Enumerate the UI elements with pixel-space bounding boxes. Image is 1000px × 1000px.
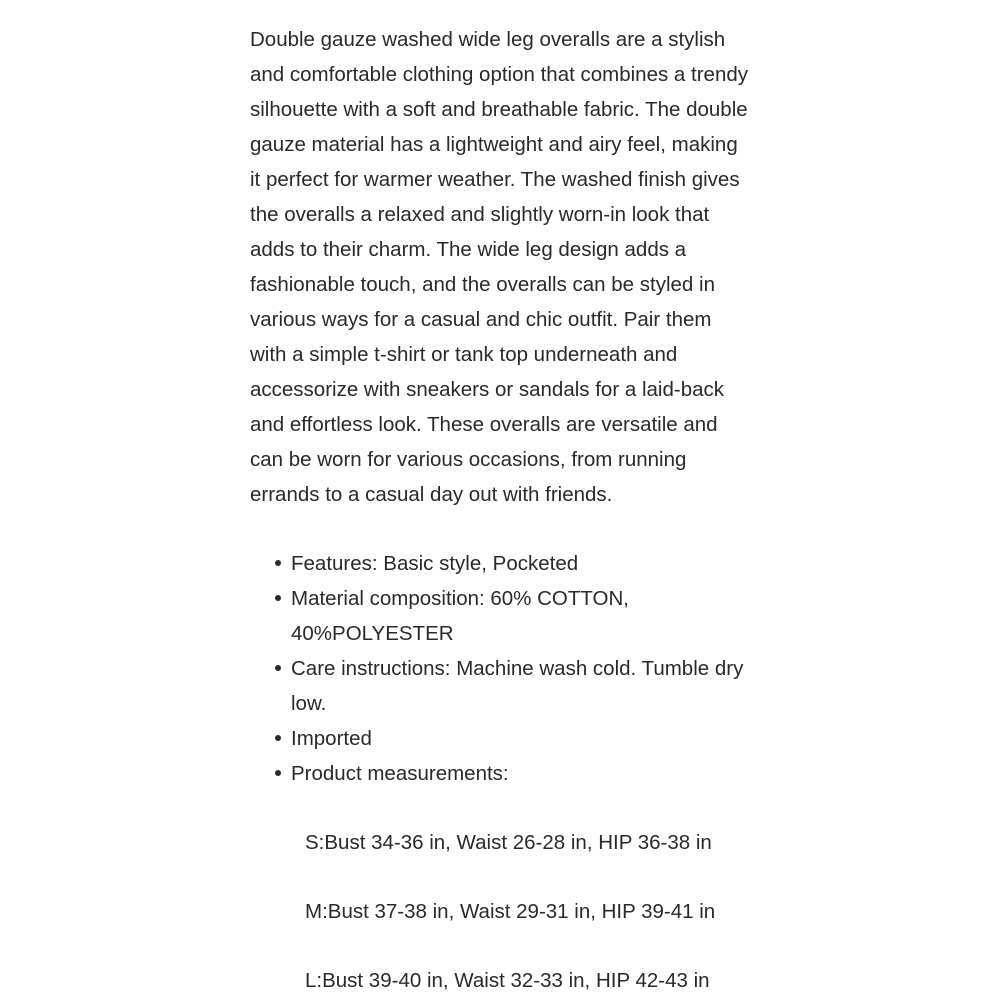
feature-item-measurements: Product measurements:	[291, 756, 750, 791]
feature-item-care: Care instructions: Machine wash cold. Tumble dry low.	[291, 651, 750, 721]
measurement-size-s: S:Bust 34-36 in, Waist 26-28 in, HIP 36-38 in	[305, 831, 712, 854]
feature-item-imported: Imported	[291, 721, 750, 756]
feature-item-features: Features: Basic style, Pocketed	[291, 546, 750, 581]
feature-list	[250, 546, 750, 791]
feature-item-material: Material composition: 60% COTTON, 40%POLYESTER	[291, 581, 750, 651]
measurement-size-l: L:Bust 39-40 in, Waist 32-33 in, HIP 42-43 in	[305, 969, 710, 992]
measurement-size-m: M:Bust 37-38 in, Waist 29-31 in, HIP 39-41 in	[305, 900, 716, 923]
product-description: Double gauze washed wide leg overalls are a stylish and comfortable clothing option that combines a trendy silhouette with a soft and breathable fabric. The double gauze material has a lightweight and airy feel, making it perfect for warmer weather. The washed finish gives the overalls a relaxed and slightly worn-in look that adds to their charm. The wide leg design adds a fashionable touch, and the overalls can be styled in various ways for a casual and chic outfit. Pair them with a simple t-shirt or tank top underneath and accessorize with sneakers or sandals for a laid-back and effortless look. These overalls are versatile and can be worn for various occasions, from running errands to a casual day out with friends.	[250, 28, 748, 506]
product-description-section	[250, 22, 750, 998]
